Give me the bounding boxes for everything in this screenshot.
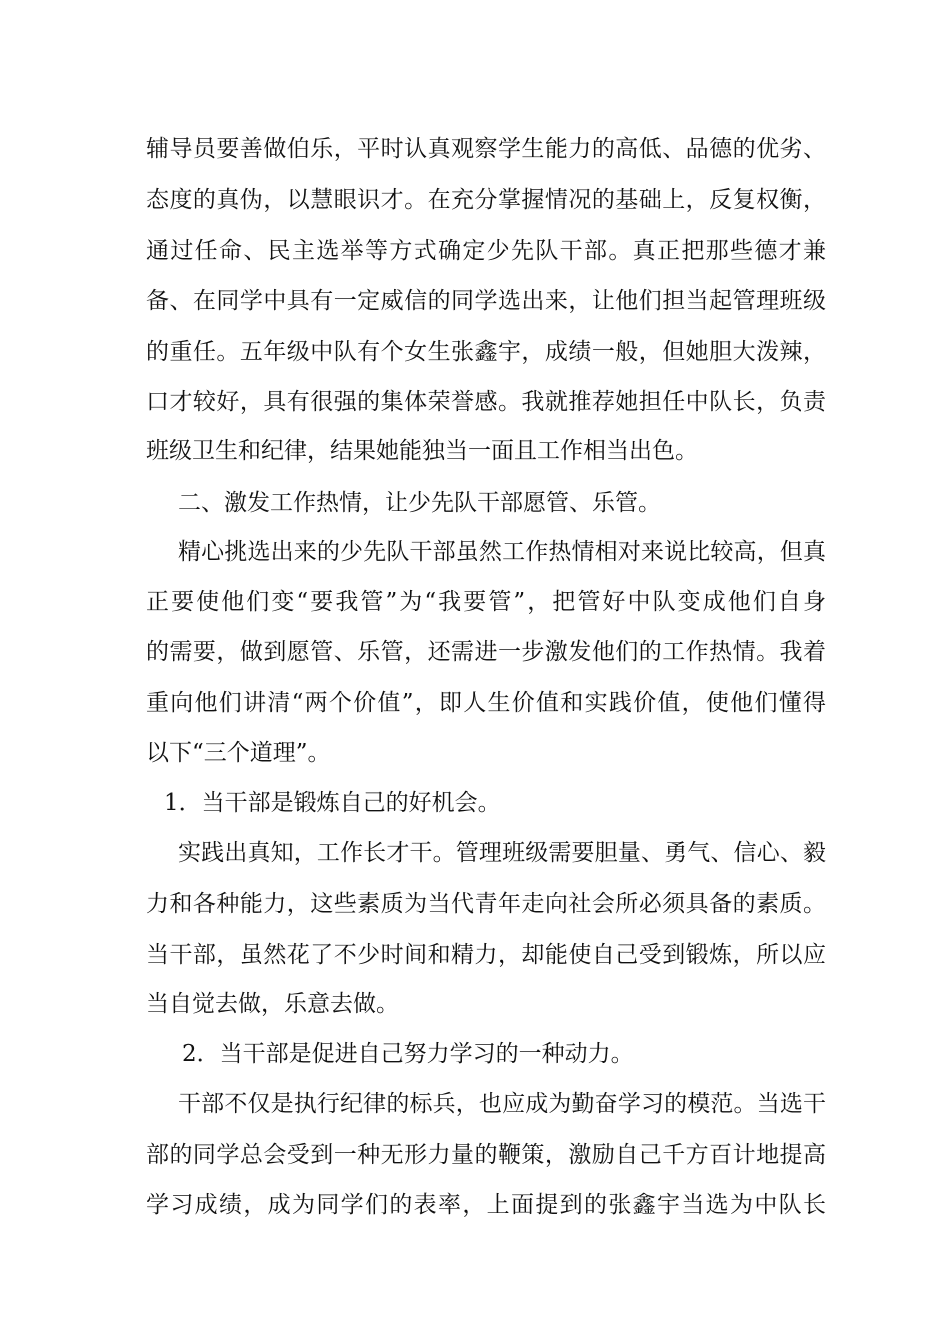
paragraph-line: 力和各种能力，这些素质为当代青年走向社会所必须具备的素质。 <box>146 891 826 917</box>
paragraph-line: 以下“三个道理”。 <box>146 740 331 766</box>
paragraph-line: 当干部，虽然花了不少时间和精力，却能使自己受到锻炼，所以应 <box>146 942 826 968</box>
list-item-heading: 1．当干部是锻炼自己的好机会。 <box>164 790 501 816</box>
list-item-heading: 2．当干部是促进自己努力学习的一种动力。 <box>182 1041 634 1067</box>
section-heading: 二、激发工作热情，让少先队干部愿管、乐管。 <box>178 490 661 516</box>
paragraph-line: 精心挑选出来的少先队干部虽然工作热情相对来说比较高，但真 <box>178 539 826 565</box>
paragraph-line: 班级卫生和纪律，结果她能独当一面且工作相当出色。 <box>146 438 698 464</box>
paragraph-line: 正要使他们变“要我管”为“我要管”，把管好中队变成他们自身 <box>146 589 826 615</box>
paragraph-line: 的重任。五年级中队有个女生张鑫宇，成绩一般，但她胆大泼辣， <box>146 339 826 365</box>
paragraph-line: 学习成绩，成为同学们的表率，上面提到的张鑫宇当选为中队长 <box>146 1192 826 1218</box>
paragraph-line: 备、在同学中具有一定威信的同学选出来，让他们担当起管理班级 <box>146 288 826 314</box>
paragraph-line: 干部不仅是执行纪律的标兵，也应成为勤奋学习的模范。当选干 <box>178 1091 826 1117</box>
paragraph-line: 部的同学总会受到一种无形力量的鞭策，激励自己千方百计地提高 <box>146 1142 826 1168</box>
paragraph-line: 重向他们讲清“两个价值”，即人生价值和实践价值，使他们懂得 <box>146 690 826 716</box>
paragraph-line: 当自觉去做，乐意去做。 <box>146 991 399 1017</box>
paragraph-line: 态度的真伪，以慧眼识才。在充分掌握情况的基础上，反复权衡， <box>146 187 826 213</box>
paragraph-line: 通过任命、民主选举等方式确定少先队干部。真正把那些德才兼 <box>146 238 826 264</box>
paragraph-line: 的需要，做到愿管、乐管，还需进一步激发他们的工作热情。我着 <box>146 639 826 665</box>
paragraph-line: 辅导员要善做伯乐，平时认真观察学生能力的高低、品德的优劣、 <box>146 136 826 162</box>
paragraph-line: 口才较好，具有很强的集体荣誉感。我就推荐她担任中队长，负责 <box>146 389 826 415</box>
paragraph-line: 实践出真知，工作长才干。管理班级需要胆量、勇气、信心、毅 <box>178 840 826 866</box>
